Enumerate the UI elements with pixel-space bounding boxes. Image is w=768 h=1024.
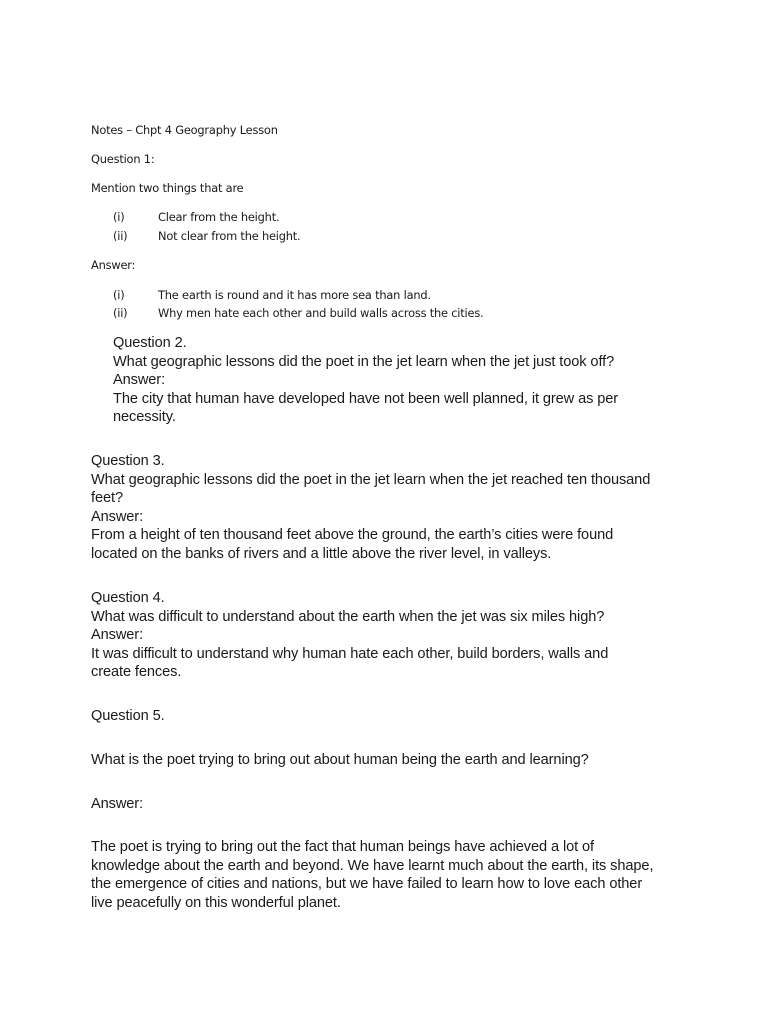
- q4-answer-line: create fences.: [91, 664, 182, 681]
- q1-item-2: [113, 229, 127, 243]
- q1-heading: Question 1:: [91, 152, 155, 166]
- q1-item-1-text: Clear from the height.: [158, 210, 280, 224]
- q2-answer-line: The city that human have developed have not been well planned, it grew as per: [113, 390, 619, 407]
- q1-item-2-text: Not clear from the height.: [158, 229, 301, 243]
- q3-block: [91, 452, 650, 564]
- q1-answer-label: Answer:: [91, 258, 136, 272]
- q1-answer-2: [113, 306, 127, 320]
- q2-heading: Question 2.: [113, 335, 187, 351]
- q3-heading: Question 3.: [91, 453, 165, 469]
- q2-question: What geographic lessons did the poet in the jet learn when the jet just took off?: [113, 353, 615, 370]
- q1-answer-1: [113, 288, 124, 302]
- q1-answer-1-text: The earth is round and it has more sea than land.: [158, 288, 431, 302]
- q2-answer-line: necessity.: [113, 409, 176, 426]
- q3-answer-label: Answer:: [91, 508, 144, 525]
- q4-answer-line: It was difficult to understand why human hate each other, build borders, walls and: [91, 645, 609, 662]
- q5-answer-block: [91, 838, 653, 912]
- q4-block: [91, 589, 608, 682]
- q4-heading: Question 4.: [91, 590, 165, 606]
- list-marker: (i): [113, 210, 125, 224]
- q5-answer-line: knowledge about the earth and beyond. We have learnt much about the earth, its shape,: [91, 857, 654, 874]
- q3-question-line: What geographic lessons did the poet in the jet learn when the jet reached ten thousand: [91, 471, 651, 488]
- q4-question: What was difficult to understand about the earth when the jet was six miles high?: [91, 608, 605, 625]
- q5-heading: Question 5.: [91, 708, 165, 724]
- q1-prompt: Mention two things that are: [91, 181, 244, 195]
- list-marker: (ii): [113, 229, 128, 243]
- q3-answer-line: From a height of ten thousand feet above the ground, the earth’s cities were found: [91, 527, 614, 544]
- page-title: Notes – Chpt 4 Geography Lesson: [91, 123, 278, 137]
- q5-answer-line: live peacefully on this wonderful planet.: [91, 894, 341, 911]
- q5-answer-line: the emergence of cities and nations, but we have failed to learn how to love each other: [91, 876, 643, 893]
- list-marker: (ii): [113, 306, 128, 320]
- q4-answer-label: Answer:: [91, 627, 144, 644]
- q2-block: [113, 334, 618, 427]
- q5-answer-line: The poet is trying to bring out the fact that human beings have achieved a lot of: [91, 839, 595, 855]
- q3-question-line: feet?: [91, 490, 123, 507]
- q1-answer-2-text: Why men hate each other and build walls across the cities.: [158, 306, 484, 320]
- q2-answer-label: Answer:: [113, 372, 166, 389]
- q5-question: What is the poet trying to bring out about human being the earth and learning?: [91, 752, 589, 768]
- q1-item-1: [113, 210, 124, 224]
- list-marker: (i): [113, 288, 125, 302]
- q5-answer-label: Answer:: [91, 796, 144, 812]
- q3-answer-line: located on the banks of rivers and a little above the river level, in valleys.: [91, 545, 552, 562]
